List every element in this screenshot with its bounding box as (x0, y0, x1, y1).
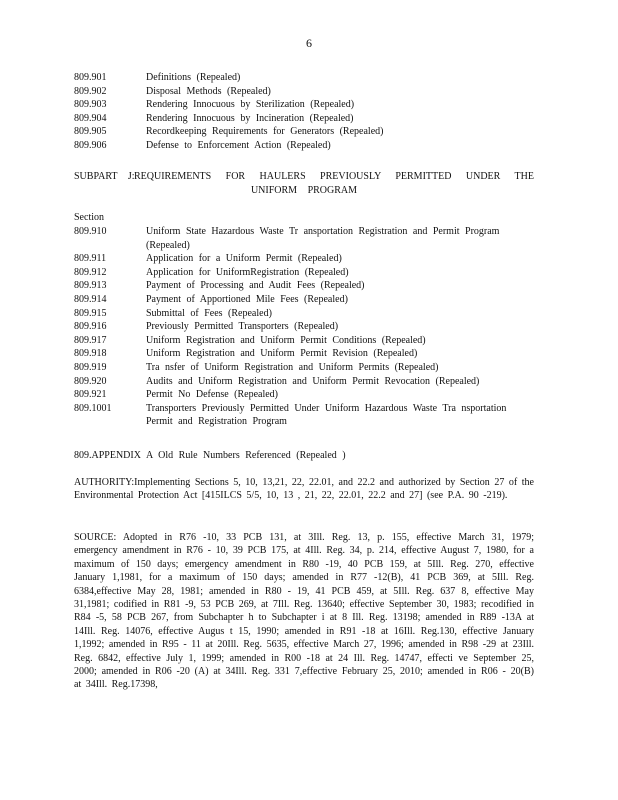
section-row (74, 139, 534, 153)
section-title: Uniform State Hazardous Waste Tr ansportation Registration and Permit Program (Repealed) (146, 226, 500, 251)
section-row (74, 388, 534, 402)
section-row (74, 320, 534, 334)
section-number: 809.910 (74, 226, 107, 237)
subpart-title-line1: REQUIREMENTS FOR HAULERS PREVIOUSLY PERMITTED UNDER THE (134, 171, 534, 182)
section-title: Payment of Apportioned Mile Fees (Repealed) (146, 293, 348, 305)
section-list-uniform-program (74, 225, 534, 429)
section-number: 809.903 (74, 99, 107, 111)
section-row (74, 361, 534, 375)
subpart-label: SUBPART J: (74, 171, 135, 182)
section-number: 809.914 (74, 293, 107, 305)
section-title: Rendering Innocuous by Sterilization (Repealed) (146, 99, 355, 111)
section-row (74, 334, 534, 348)
section-number: 809.913 (74, 280, 107, 292)
section-number: 809.902 (74, 85, 107, 97)
subpart-j-heading (74, 170, 534, 198)
section-number: 809.904 (74, 112, 107, 124)
section-row (74, 266, 534, 280)
section-number: 809.901 (74, 72, 107, 83)
subpart-title-line2: UNIFORM PROGRAM (250, 185, 358, 196)
section-title: Uniform Registration and Uniform Permit Revision (Repealed) (146, 348, 418, 360)
section-number: 809.918 (74, 348, 107, 360)
section-row (74, 112, 534, 126)
section-row (74, 98, 534, 112)
section-title: Application for UniformRegistration (Repealed) (146, 266, 349, 278)
section-number: 809.911 (74, 253, 107, 265)
section-title: Tra nsfer of Uniform Registration and Uniform Permits (Repealed) (146, 361, 439, 373)
section-row (74, 375, 534, 389)
section-row (74, 71, 534, 85)
section-number: 809.917 (74, 334, 107, 346)
section-number: 809.916 (74, 321, 107, 333)
section-title: Audits and Uniform Registration and Uniform Permit Revocation (Repealed) (146, 375, 480, 387)
section-row (74, 402, 534, 429)
section-number: 809.921 (74, 389, 107, 401)
section-row (74, 252, 534, 266)
section-row (74, 307, 534, 321)
appendix-entry (74, 449, 534, 463)
section-heading: Section (74, 212, 104, 223)
section-title: Rendering Innocuous by Incineration (Repealed) (146, 112, 354, 124)
section-title: Permit No Defense (Repealed) (146, 389, 279, 401)
appendix-number: 809.APPENDIX (74, 450, 141, 461)
page-number: 6 (306, 36, 312, 50)
section-title: Definitions (Repealed) (146, 72, 241, 83)
appendix-title: A Old Rule Numbers Referenced (Repealed ) (146, 450, 346, 461)
section-row (74, 293, 534, 307)
section-title: Recordkeeping Requirements for Generators (Repealed) (146, 126, 384, 138)
source-note: SOURCE: Adopted in R76 -10, 33 PCB 131, at 3Ill. Reg. 13, p. 155, effective March 31, 1979; emergency amendment in R76 - 10, 39 PCB 175, at 4Ill. Reg. 34, p. 214, effective August 7, 1980, for a maximum of 150 days; emergency amendment in R80 -19, 40 PCB 159, at 5Ill. Reg. 270, effective January 1,1981, for a maximum of 150 days; amended in R77 -12(B), 41 PCB 369, at 5Ill. Reg. 6384,effective May 28, 1981; amended in R80 - 19, 41 PCB 459, at 5Ill. Reg. 637 8, effective May 31,1981; codified in R81 -9, 53 PCB 269, at 7Ill. Reg. 13640; effective September 30, 1983; recodified in R84 -5, 58 PCB 267, from Subchapter h to Subchapter i at 8 Ill. Reg. 13198; amended in R89 -13A at 14Ill. Reg. 14076, effective Augus t 15, 1990; amended in R91 -18 at 16Ill. Reg.130, effective January 1,1992; amended in R95 - 11 at 20Ill. Reg. 5635, effective March 27, 1996; amended in R98 -29 at 23Ill. Reg. 6842, effective July 1, 1999; amended in R00 -18 at 24 Ill. Reg. 14747, effecti ve September 25, 2000; amended in R06 -20 (A) at 34Ill. Reg. 331 7,effective February 25, 2010; amended in R06 - 20(B) at 34Ill. Reg.17398, (74, 532, 534, 691)
section-row (74, 125, 534, 139)
section-title: Payment of Processing and Audit Fees (Repealed) (146, 280, 365, 292)
section-number: 809.919 (74, 361, 107, 373)
section-number: 809.912 (74, 266, 107, 278)
section-number: 809.915 (74, 307, 107, 319)
section-number: 809.905 (74, 126, 107, 138)
section-list-repealed-disposal (74, 71, 534, 153)
section-number: 809.906 (74, 139, 107, 151)
section-row (74, 279, 534, 293)
section-title: Submittal of Fees (Repealed) (146, 307, 272, 319)
section-title: Uniform Registration and Uniform Permit Conditions (Repealed) (146, 334, 426, 346)
section-row (74, 347, 534, 361)
section-row (74, 225, 534, 252)
section-title: Previously Permitted Transporters (Repealed) (146, 321, 339, 333)
section-title: Disposal Methods (Repealed) (146, 85, 271, 97)
section-number: 809.1001 (74, 402, 112, 414)
section-row (74, 85, 534, 99)
section-number: 809.920 (74, 375, 107, 387)
section-title: Transporters Previously Permitted Under Uniform Hazardous Waste Tra nsportation Permit and Registration Program (146, 402, 507, 428)
section-title: Application for a Uniform Permit (Repealed) (146, 253, 342, 265)
authority-note: AUTHORITY:Implementing Sections 5, 10, 13,21, 22, 22.01, and 22.2 and authorized by Section 27 of the Environmental Protection Act [415ILCS 5/5, 10, 13 , 21, 22, 22.01, 22.2 and 27] (see P.A. 90 -219). (74, 477, 534, 502)
section-title: Defense to Enforcement Action (Repealed) (146, 139, 331, 151)
